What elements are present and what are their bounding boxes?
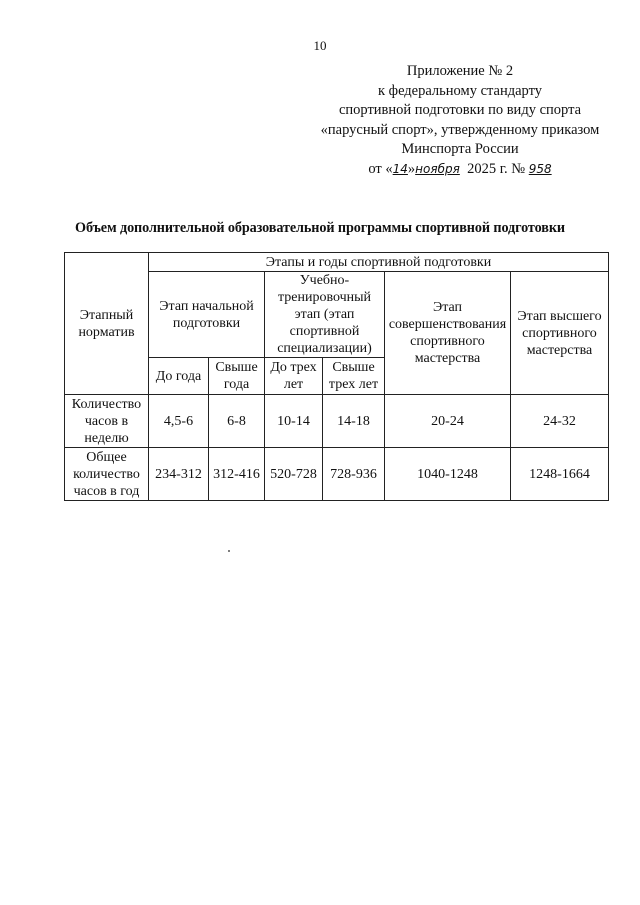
value-cell: 1248-1664 [511,448,609,501]
appendix-line: спортивной подготовки по виду спорта [338,102,582,118]
handwritten-day: 14 [392,161,408,176]
value-cell: 24-32 [511,395,609,448]
date-prefix: от « [368,160,393,177]
sub-header-cell: Свыше трех лет [323,358,385,395]
stage-improvement-header: Этап совершенствования спортивного мастерства [385,272,511,395]
appendix-line: к федеральному стандарту [378,82,542,99]
year-text: 2025 г. № [467,160,526,177]
order-date-line [300,160,620,180]
day-close: » [407,160,416,177]
value-cell: 234-312 [149,448,209,501]
row-label-cell: Количество часов в неделю [65,395,149,448]
row-label-cell: Общее количество часов в год [65,448,149,501]
stage-initial-header: Этап начальной подготовки [149,272,265,358]
value-cell: 4,5-6 [149,395,209,448]
sub-header-cell: До года [149,358,209,395]
value-cell: 520-728 [265,448,323,501]
handwritten-month: ноября [415,161,460,176]
document-title: Объем дополнительной образовательной программы спортивной подготовки [75,220,565,236]
value-cell: 1040-1248 [385,448,511,501]
appendix-line: Приложение № 2 [406,63,514,79]
sub-header-cell: До трех лет [265,358,323,395]
table-row [65,448,609,501]
page-number: 10 [313,38,327,53]
program-volume-table [64,252,609,501]
stage-training-header: Учебно-тренировочный этап (этап спортивной специализации) [265,272,385,358]
row-header-cell: Этапный норматив [65,253,149,395]
value-cell: 6-8 [209,395,265,448]
appendix-line: «парусный спорт», утвержденному приказом [320,121,600,138]
value-cell: 14-18 [323,395,385,448]
value-cell: 20-24 [385,395,511,448]
sub-header-cell: Свыше года [209,358,265,395]
appendix-line: Минспорта России [401,141,519,157]
value-cell: 728-936 [323,448,385,501]
handwritten-order-number: 958 [528,161,552,176]
group-header-cell: Этапы и годы спортивной подготовки [149,253,609,272]
scan-speck [228,550,230,552]
value-cell: 10-14 [265,395,323,448]
value-cell: 312-416 [209,448,265,501]
stage-higher-header: Этап высшего спортивного мастерства [511,272,609,395]
appendix-header [300,62,620,179]
table-row [65,395,609,448]
